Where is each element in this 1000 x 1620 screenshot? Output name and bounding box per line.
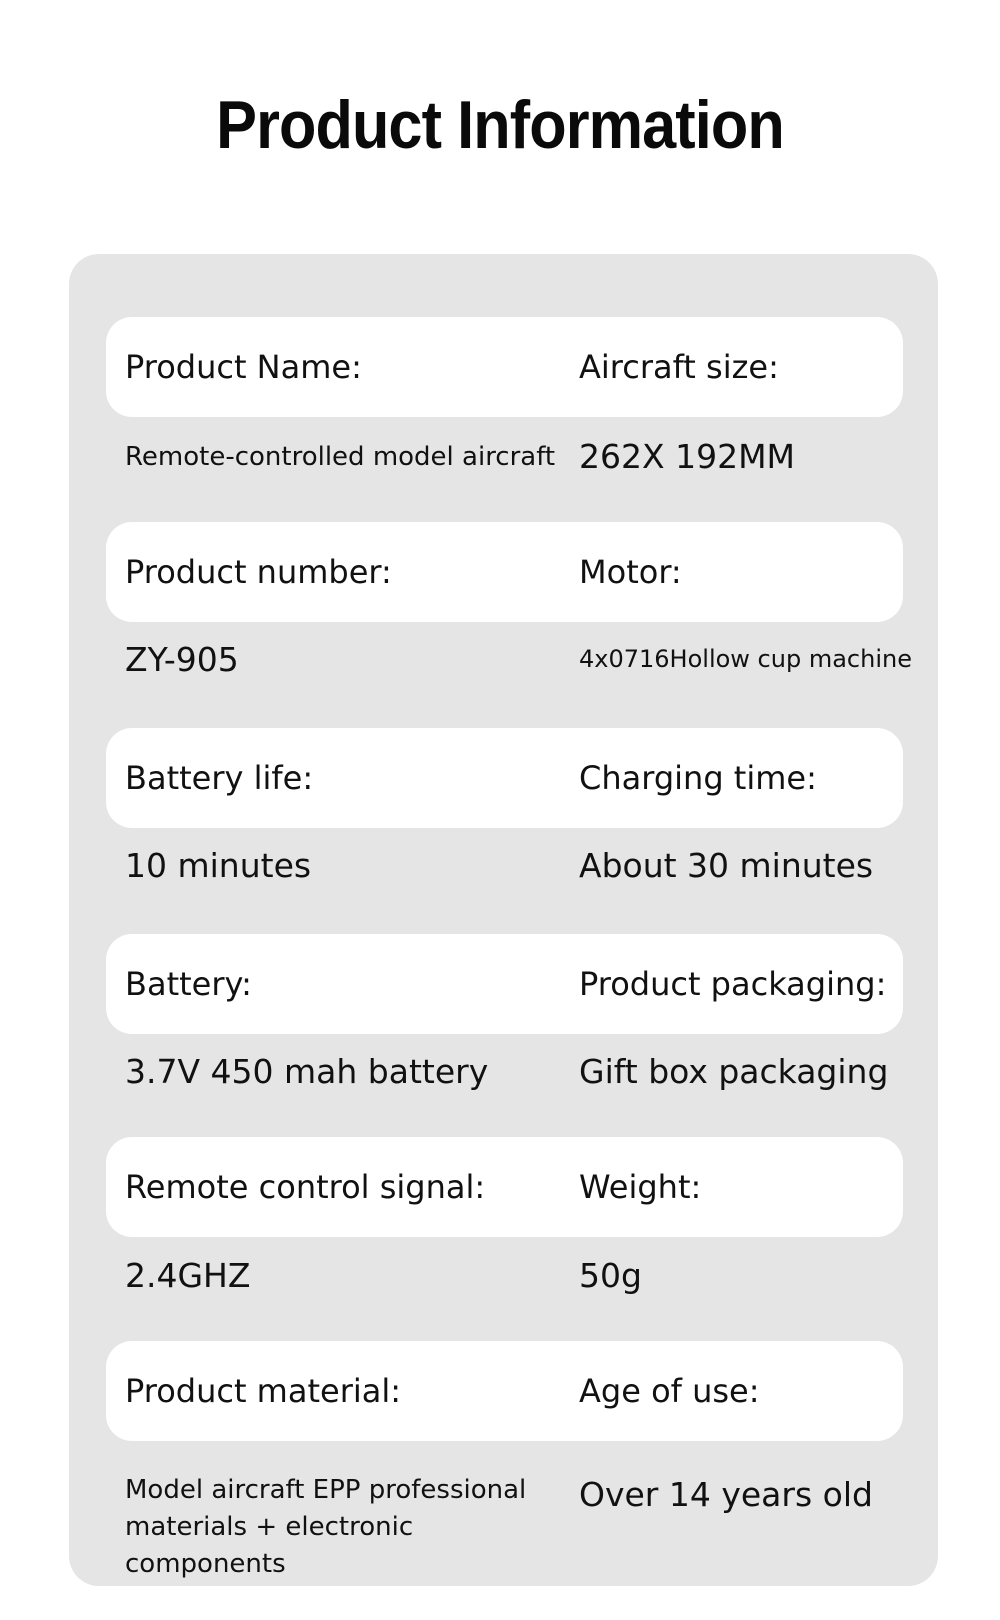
label-charging-time: Charging time: xyxy=(579,759,817,797)
label-row-battery xyxy=(106,934,903,1034)
label-motor: Motor: xyxy=(579,553,682,591)
label-product-name: Product Name: xyxy=(125,348,362,386)
product-info-card xyxy=(69,254,938,1586)
value-product-name: Remote-controlled model aircraft xyxy=(125,442,556,472)
value-product-material xyxy=(125,1472,575,1583)
value-product-number: ZY-905 xyxy=(125,640,239,679)
value-motor: 4x0716Hollow cup machine xyxy=(579,645,912,673)
label-product-packaging: Product packaging: xyxy=(579,965,887,1003)
label-battery-life: Battery life: xyxy=(125,759,314,797)
label-product-number: Product number: xyxy=(125,553,392,591)
label-row-battery-life xyxy=(106,728,903,828)
value-age-of-use: Over 14 years old xyxy=(579,1475,873,1514)
value-product-packaging: Gift box packaging xyxy=(579,1052,889,1091)
label-product-material: Product material: xyxy=(125,1372,402,1410)
value-battery-life: 10 minutes xyxy=(125,846,312,885)
value-product-material-line2: materials + electronic components xyxy=(125,1512,414,1579)
value-aircraft-size: 262X 192MM xyxy=(579,437,796,476)
label-row-product-number xyxy=(106,522,903,622)
label-row-remote-signal xyxy=(106,1137,903,1237)
label-row-product-material xyxy=(106,1341,903,1441)
value-remote-control-signal: 2.4GHZ xyxy=(125,1256,251,1295)
value-charging-time: About 30 minutes xyxy=(579,846,874,885)
label-age-of-use: Age of use: xyxy=(579,1372,760,1410)
page-title: Product Information xyxy=(216,87,784,163)
value-battery: 3.7V 450 mah battery xyxy=(125,1052,489,1091)
value-product-material-line1: Model aircraft EPP professional xyxy=(125,1475,527,1505)
label-battery: Battery: xyxy=(125,965,252,1003)
label-row-product-name xyxy=(106,317,903,417)
label-remote-control-signal: Remote control signal: xyxy=(125,1168,486,1206)
value-weight: 50g xyxy=(579,1256,642,1295)
label-aircraft-size: Aircraft size: xyxy=(579,348,779,386)
label-weight: Weight: xyxy=(579,1168,702,1206)
